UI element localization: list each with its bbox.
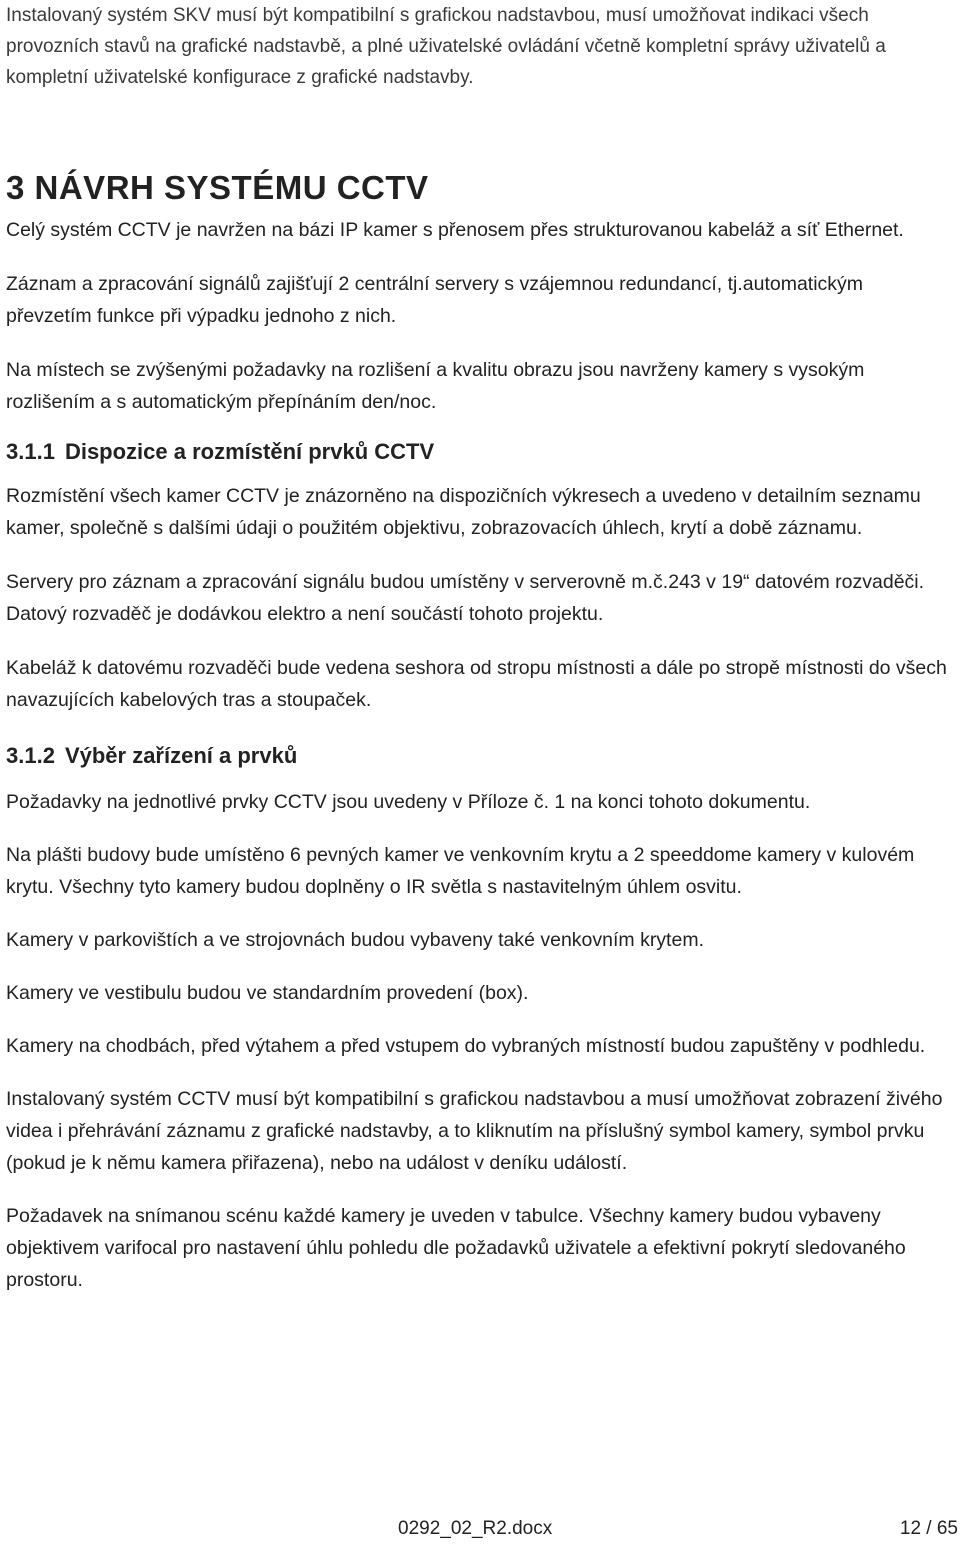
section-3-paragraph-2: Záznam a zpracování signálů zajišťují 2 centrální servery s vzájemnou redundancí, tj.automatickým převzetím funkce při výpadku jednoho z nich. <box>6 273 864 327</box>
section-3-1-1-paragraph-1: Rozmístění všech kamer CCTV je znázorněno na dispozičních výkresech a uvedeno v detailním seznamu kamer, společně s dalšími údaji o použitém objektivu, zobrazovacích úhlech, krytí a době záznamu. <box>6 485 921 539</box>
section-3-1-2-paragraph-3: Kamery v parkovištích a ve strojovnách budou vybaveny také venkovním krytem. <box>6 929 704 951</box>
section-3-1-2-paragraph-5: Kamery na chodbách, před výtahem a před vstupem do vybraných místností budou zapuštěny v podhledu. <box>6 1035 926 1057</box>
section-3-1-2-heading <box>6 741 954 771</box>
section-3-1-1-heading <box>6 437 954 467</box>
section-3-1-2-paragraph-6: Instalovaný systém CCTV musí být kompatibilní s grafickou nadstavbou a musí umožňovat zobrazení živého videa i přehrávání záznamu z grafické nadstavby, a to kliknutím na příslušný symbol kamery, symbol prvku (pokud je k němu kamera přiřazena), nebo na událost v deníku událostí. <box>6 1088 943 1174</box>
section-3-paragraph-1: Celý systém CCTV je navržen na bázi IP kamer s přenosem přes strukturovanou kabeláž a síť Ethernet. <box>6 219 904 241</box>
document-page <box>6 0 954 1296</box>
section-3-heading: 3 NÁVRH SYSTÉMU CCTV <box>6 169 429 206</box>
section-3-paragraph-3: Na místech se zvýšenými požadavky na rozlišení a kvalitu obrazu jsou navrženy kamery s vysokým rozlišením a s automatickým přepínáním den/noc. <box>6 359 865 413</box>
footer-page-number: 12 / 65 <box>899 1518 958 1539</box>
section-3-1-2-paragraph-7: Požadavek na snímanou scénu každé kamery je uveden v tabulce. Všechny kamery budou vybaveny objektivem varifocal pro nastavení úhlu pohledu dle požadavků uživatele a efektivní pokrytí sledovaného prostoru. <box>6 1205 906 1291</box>
section-number: 3.1.1 <box>6 439 55 464</box>
section-title: Dispozice a rozmístění prvků CCTV <box>64 439 435 464</box>
page-footer <box>0 1518 960 1548</box>
section-number: 3.1.2 <box>6 743 55 768</box>
intro-paragraph: Instalovaný systém SKV musí být kompatibilní s grafickou nadstavbou, musí umožňovat indikaci všech provozních stavů na grafické nadstavbě, a plné uživatelské ovládání včetně kompletní správy uživatelů a kompletní uživatelské konfigurace z grafické nadstavby. <box>6 5 886 88</box>
section-title: Výběr zařízení a prvků <box>64 743 298 768</box>
section-3-1-2-paragraph-2: Na plášti budovy bude umístěno 6 pevných kamer ve venkovním krytu a 2 speeddome kamery v kulovém krytu. Všechny tyto kamery budou doplněny o IR světla s nastavitelným úhlem osvitu. <box>6 844 915 898</box>
section-3-1-2-paragraph-1: Požadavky na jednotlivé prvky CCTV jsou uvedeny v Příloze č. 1 na konci tohoto dokumentu. <box>6 791 811 813</box>
footer-filename: 0292_02_R2.docx <box>398 1518 553 1539</box>
section-3-1-1-paragraph-2: Servery pro záznam a zpracování signálu budou umístěny v serverovně m.č.243 v 19“ datovém rozvaděči. Datový rozvaděč je dodávkou elektro a není součástí tohoto projektu. <box>6 571 925 625</box>
section-3-1-1-paragraph-3: Kabeláž k datovému rozvaděči bude vedena seshora od stropu místnosti a dále po stropě místnosti do všech navazujících kabelových tras a stoupaček. <box>6 657 947 711</box>
section-3-1-2-paragraph-4: Kamery ve vestibulu budou ve standardním provedení (box). <box>6 982 529 1004</box>
